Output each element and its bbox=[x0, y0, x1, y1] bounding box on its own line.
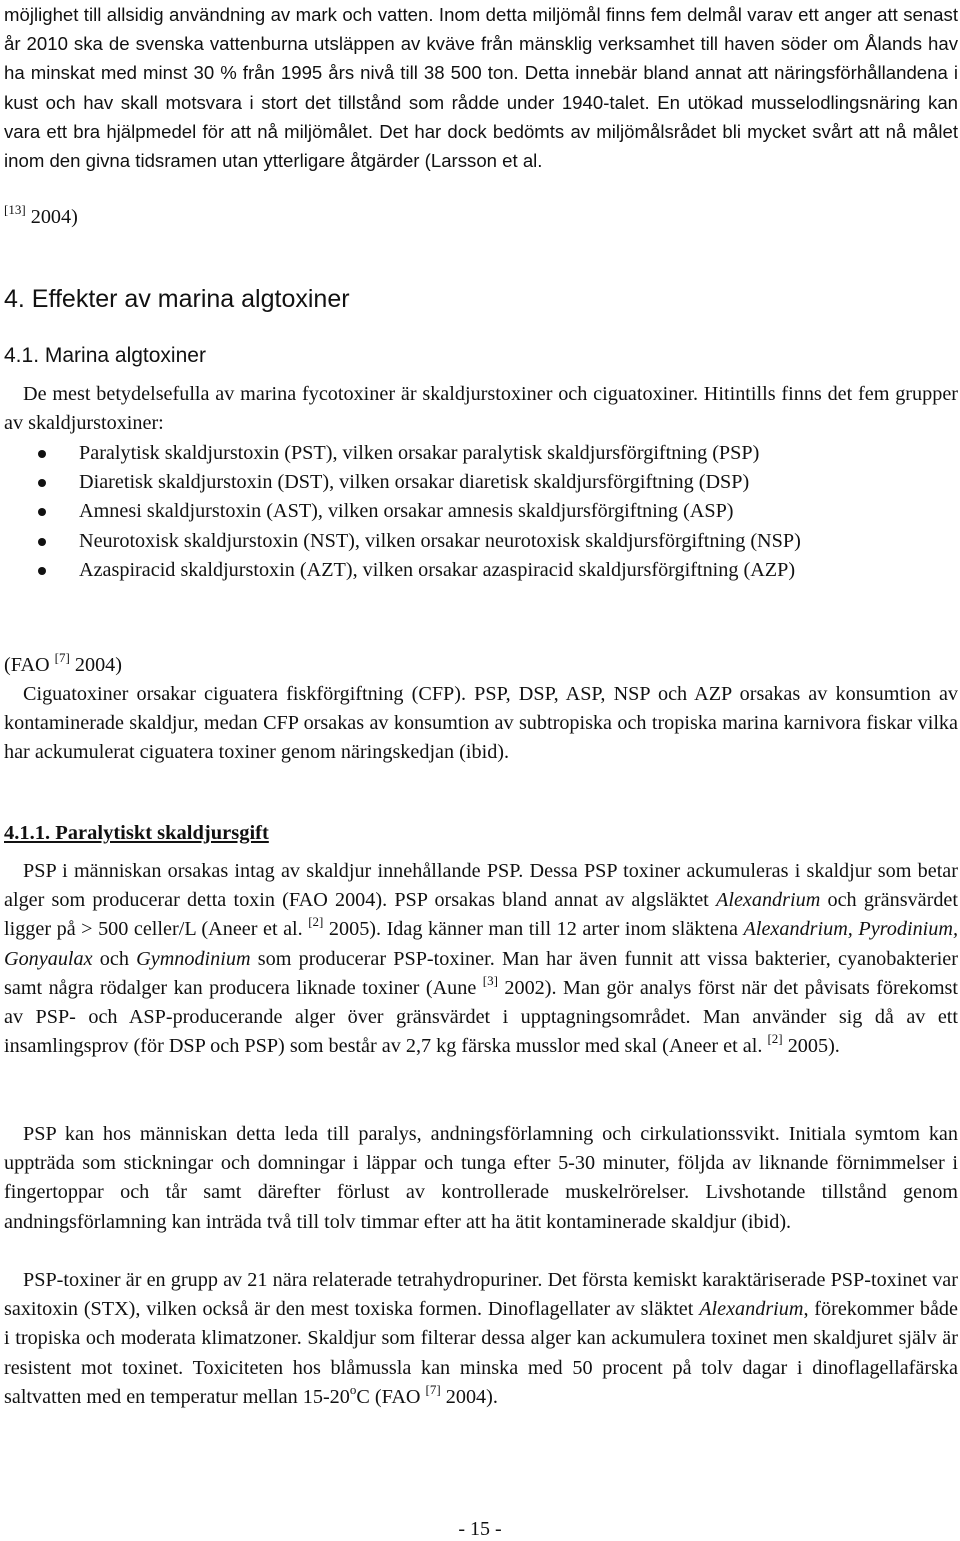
toxin-bullet-list bbox=[0, 439, 958, 585]
intro-reference: [13] bbox=[4, 202, 26, 217]
list-item bbox=[0, 497, 958, 526]
psp-toxin-text-a: PSP-toxiner är en grupp av 21 nära relaterade tetrahydropuriner. Det första kemiskt karaktäriserade PSP-toxinet var saxitoxin (STX), vilken också är den mest toxiska formen. Dinoflagellater av släktet bbox=[4, 1269, 958, 1321]
list-item-text: Amnesi skaldjurstoxin (AST), vilken orsakar amnesis skaldjursförgiftning (ASP) bbox=[79, 500, 734, 523]
psp-text-a: PSP i människan orsakas intag av skaldjur innehållande PSP. Dessa PSP toxiner ackumuleras i skaldjur som betar alger som producerar detta toxin (FAO 2004). PSP orsakas bland annat av algsläktet bbox=[4, 860, 958, 912]
list-item bbox=[0, 527, 958, 556]
list-item-text: Paralytisk skaldjurstoxin (PST), vilken orsakar paralytisk skaldjursförgiftning (PSP) bbox=[79, 442, 760, 464]
ciguatoxin-text: Ciguatoxiner orsakar ciguatera fiskförgiftning (CFP). PSP, DSP, ASP, NSP och AZP orsakas av konsumtion av kontaminerade skaldjur, medan CFP orsakas av konsumtion av subtropiska och tropiska marina karnivora fiskar vilka har ackumulerat ciguatera toxiner genom näringskedjan (ibid). bbox=[4, 683, 958, 764]
psp-text-c: 2005). Idag känner man till 12 arter inom släktena bbox=[323, 918, 744, 941]
list-item bbox=[0, 468, 958, 497]
genus-alexandrium-2: Alexandrium bbox=[699, 1298, 804, 1321]
genus-alexandrium: Alexandrium bbox=[716, 889, 821, 912]
psp-paragraph-2 bbox=[4, 1120, 958, 1237]
psp-text-d: och bbox=[92, 947, 137, 970]
psp-toxin-text-c: C (FAO bbox=[356, 1385, 426, 1408]
psp-paragraph-1 bbox=[4, 857, 958, 1061]
psp-symptoms-text: PSP kan hos människan detta leda till paralys, andningsförlamning och cirkulationssvikt. Initiala symtom kan uppträda som stickningar och domningar i läppar och tunga efter 5-30 minuter, följda av liknande förnimmelser i fingertoppar och tår samt därefter förlust av kontrollerade muskelrörelser. Livshotande tillstånd genom andningsförlamning kan inträda två till tolv timmar efter att ha ätit kontaminerade skaldjur (ibid). bbox=[4, 1123, 958, 1233]
list-item-text: Azaspiracid skaldjurstoxin (AZT), vilken orsakar azaspiracid skaldjursförgiftning (AZP) bbox=[79, 558, 796, 581]
reference-2b: [2] bbox=[767, 1031, 783, 1047]
intro-text-1: möjlighet till allsidig användning av mark och vatten. bbox=[4, 4, 439, 25]
ciguatoxin-paragraph bbox=[4, 680, 958, 768]
genus-list: Alexandrium, Pyrodinium, Gonyaulax bbox=[4, 918, 958, 970]
psp-text-f: 2002). Man gör analys först när det påvisats förekomst av PSP- och ASP-producerande alger över gränsvärdet i upptagningsområdet. Man använder sig då av ett insamlingsprov (för DSP och PSP) som består av 2,7 kg färska musslor med skal (Aneer et al. bbox=[4, 976, 958, 1058]
psp-toxin-text-d: 2004). bbox=[440, 1385, 498, 1408]
psp-paragraph-3 bbox=[4, 1266, 958, 1412]
degree-sign: o bbox=[349, 1381, 357, 1397]
bullet-icon bbox=[38, 538, 46, 546]
list-item bbox=[0, 556, 958, 585]
psp-toxin-text-b: , förekommer både i tropiska och moderata klimatzoner. Skaldjur som filterar dessa alger kan ackumulera toxinet men skaldjuret själv är resistent mot toxinet. Toxiciteten hos blåmussla kan minska med 50 procent på tolv dagar i dinoflagellafärska saltvatten med en temperatur mellan 15-20 bbox=[4, 1298, 958, 1408]
list-item-text: Neurotoxisk skaldjurstoxin (NST), vilken orsakar neurotoxisk skaldjursförgiftning (NSP) bbox=[79, 529, 801, 552]
psp-heading: 4.1.1. Paralytiskt skaldjursgift bbox=[4, 822, 269, 844]
fao-citation-year: 2004) bbox=[69, 654, 122, 676]
fao-citation bbox=[4, 651, 958, 680]
bullet-icon bbox=[38, 479, 46, 487]
list-item-text: Diaretisk skaldjurstoxin (DST), vilken orsakar diaretisk skaldjursförgiftning (DSP) bbox=[79, 471, 750, 494]
psp-text-b: och gränsvärdet ligger på > 500 celler/L (Aneer et al. bbox=[4, 889, 958, 941]
psp-text-g: 2005). bbox=[782, 1035, 840, 1058]
section-intro-paragraph bbox=[4, 380, 958, 438]
genus-gymnodinium: Gymnodinium bbox=[136, 947, 251, 970]
reference-3: [3] bbox=[482, 972, 498, 988]
intro-text-2: Inom detta miljömål finns fem delmål varav ett anger att senast år 2010 ska de svenska vattenburna utsläppen av kväve från mänsklig verksamhet till haven söder om Ålands hav ha minskat med minst 30 % från 1995 års nivå till 38 500 ton. bbox=[4, 4, 958, 84]
bullet-icon bbox=[38, 450, 46, 458]
reference-7: [7] bbox=[425, 1381, 441, 1397]
fao-reference: [7] bbox=[54, 650, 70, 665]
subsection-heading: 4.1. Marina algtoxiner bbox=[4, 344, 206, 367]
page-number: - 15 - bbox=[458, 1518, 502, 1540]
psp-text-e: som producerar PSP-toxiner. Man har även funnit att vissa bakterier, cyanobakterier samt några rödalger kan producera liknade toxiner (Aune bbox=[4, 947, 958, 999]
fao-citation-prefix: (FAO bbox=[4, 654, 55, 676]
section-intro-text: De mest betydelsefulla av marina fycotoxiner är skaldjurstoxiner och ciguatoxiner. Hitintills finns det fem grupper av skaldjurstoxiner: bbox=[4, 383, 958, 435]
section-heading: 4. Effekter av marina algtoxiner bbox=[4, 285, 350, 313]
intro-citation bbox=[4, 203, 958, 232]
intro-citation-year: 2004) bbox=[25, 206, 78, 228]
list-item bbox=[0, 439, 958, 468]
intro-paragraph bbox=[4, 0, 958, 175]
reference-2: [2] bbox=[308, 914, 324, 930]
bullet-icon bbox=[38, 508, 46, 516]
bullet-icon bbox=[38, 567, 46, 575]
intro-text-3: Detta innebär bland annat att näringsförhållandena i kust och hav skall motsvara i stort det tillstånd som rådde under 1940-talet. En utökad musselodlingsnäring kan vara ett bra hjälpmedel för att nå miljömålet. Det har dock bedömts av miljömålsrådet bli mycket svårt att nå målet inom den givna tidsramen utan ytterligare åtgärder (Larsson et al. bbox=[4, 62, 958, 172]
